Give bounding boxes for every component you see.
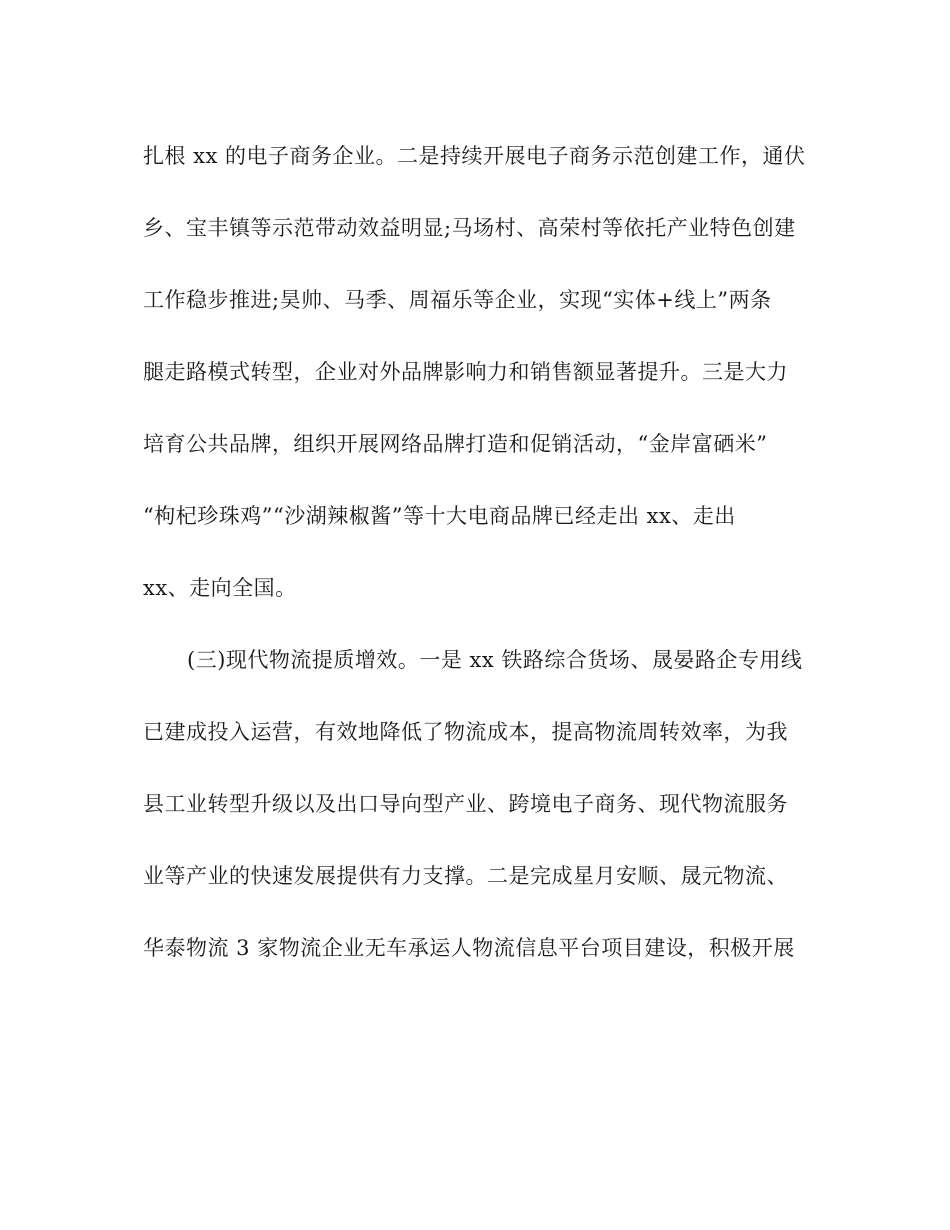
- text-line-7: xx、走向全国。: [143, 576, 297, 600]
- text-line-9: 已建成投入运营，有效地降低了物流成本，提高物流周转效率，为我: [143, 720, 788, 744]
- text-line-12: 华泰物流 3 家物流企业无车承运人物流信息平台项目建设，积极开展: [143, 936, 795, 960]
- text-line-3: 工作稳步推进;昊帅、马季、周福乐等企业，实现“实体+线上”两条: [143, 288, 772, 312]
- text-line-4: 腿走路模式转型，企业对外品牌影响力和销售额显著提升。三是大力: [143, 360, 788, 384]
- text-line-11: 业等产业的快速发展提供有力支撑。二是完成星月安顺、晟元物流、: [143, 864, 788, 888]
- text-line-1: 扎根 xx 的电子商务企业。二是持续开展电子商务示范创建工作，通伏: [143, 144, 806, 168]
- text-line-10: 县工业转型升级以及出口导向型产业、跨境电子商务、现代物流服务: [143, 792, 788, 816]
- body-text: [143, 138, 813, 1002]
- text-line-2: 乡、宝丰镇等示范带动效益明显;马场村、高荣村等依托产业特色创建: [143, 216, 796, 240]
- text-line-5: 培育公共品牌，组织开展网络品牌打造和促销活动，“金岸富硒米”: [143, 432, 768, 456]
- section-heading-line: (三)现代物流提质增效。一是 xx 铁路综合货场、晟晏路企专用线: [187, 648, 803, 672]
- text-line-6: “枸杞珍珠鸡”“沙湖辣椒酱”等十大电商品牌已经走出 xx、走出: [143, 504, 736, 528]
